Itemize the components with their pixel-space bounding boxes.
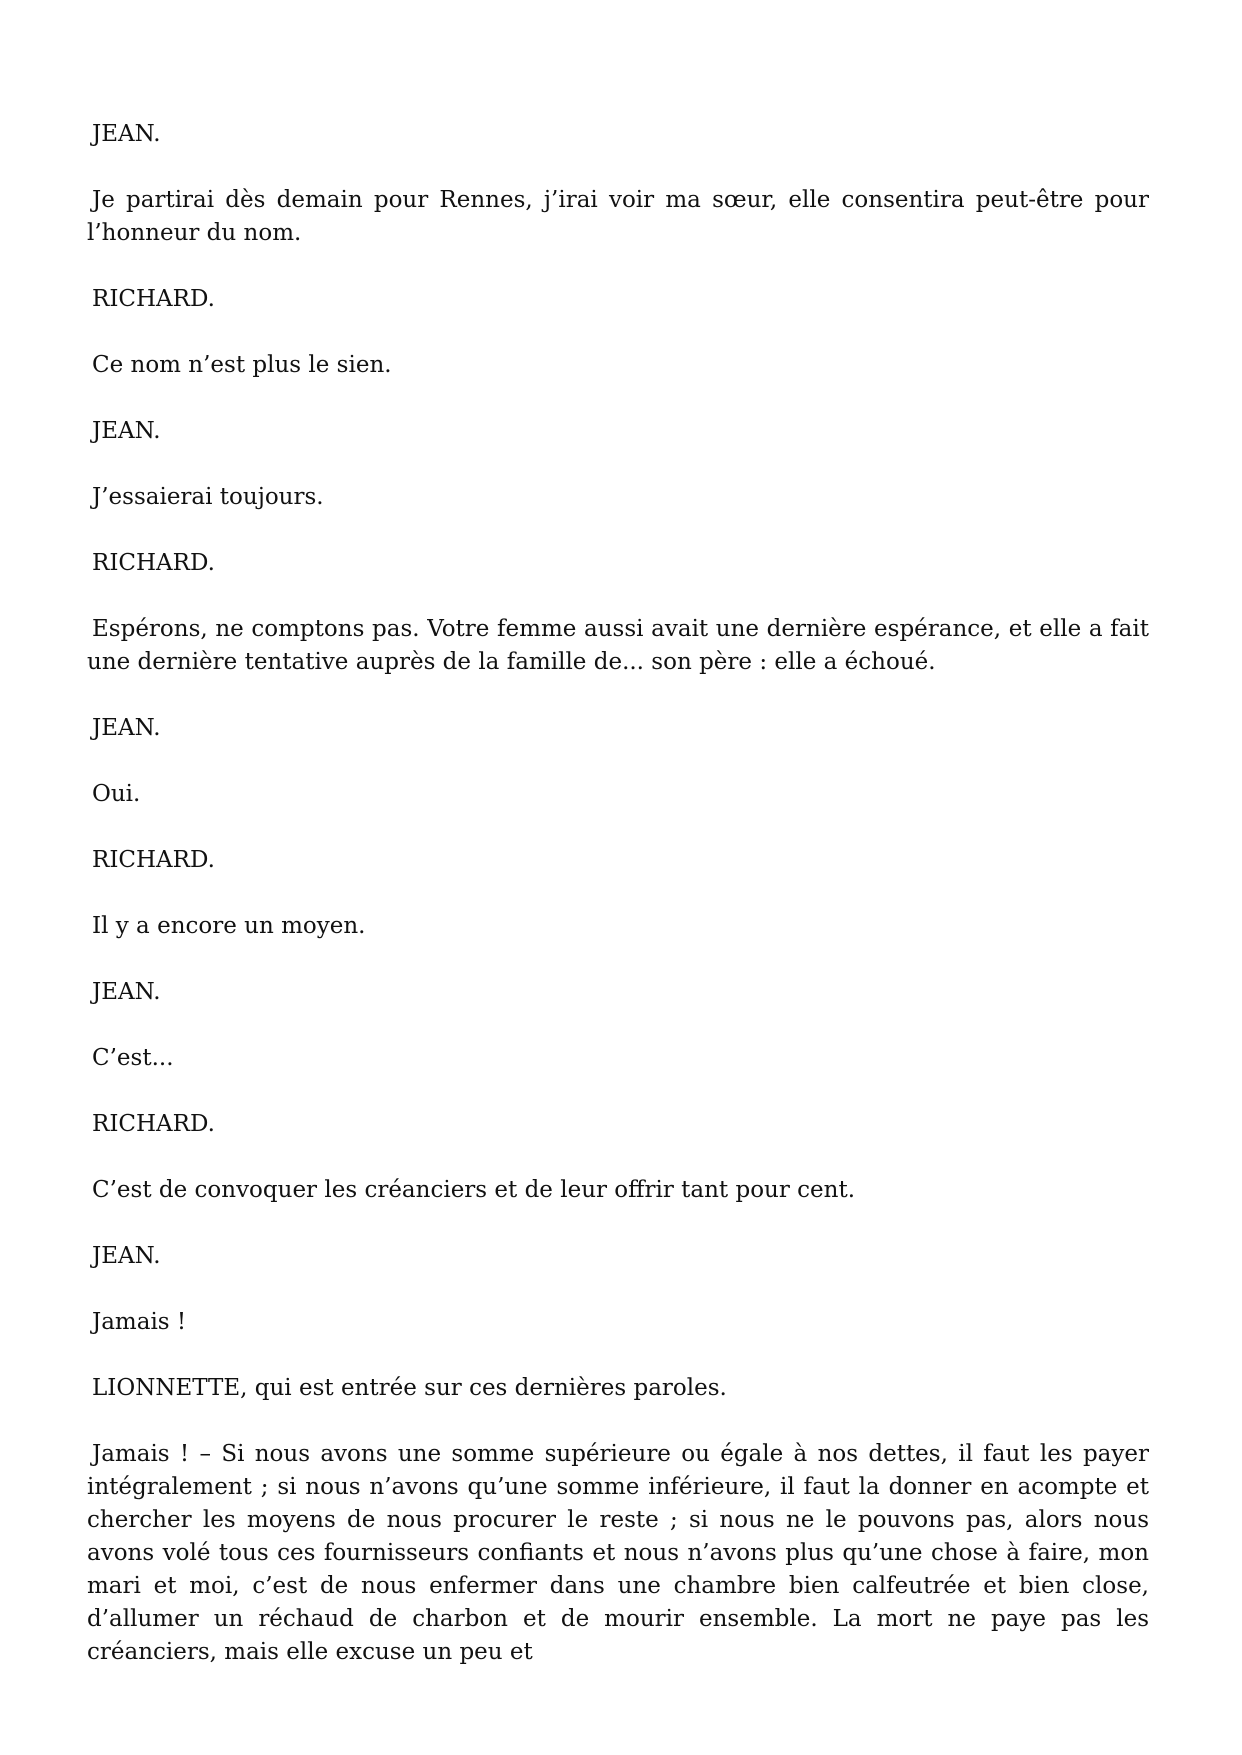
speech-text: Jamais ! — [92, 1309, 187, 1335]
speaker-name: JEAN. — [92, 418, 161, 444]
play-dialogue — [87, 118, 1149, 1669]
speech-text: C’est... — [92, 1045, 174, 1071]
speaker-name: RICHARD. — [92, 1111, 215, 1137]
speaker-name: JEAN. — [92, 1243, 161, 1269]
speaker-name: RICHARD. — [92, 286, 215, 312]
speech-text: Oui. — [92, 781, 141, 807]
speaker-name: LIONNETTE, qui est entrée sur ces dernières paroles. — [92, 1375, 727, 1401]
speech-text: J’essaierai toujours. — [92, 484, 324, 510]
speaker-name: JEAN. — [92, 121, 161, 147]
speaker-name: RICHARD. — [92, 550, 215, 576]
speech-text: Espérons, ne comptons pas. Votre femme aussi avait une dernière espérance, et elle a fait une dernière tentative auprès de la famille de... son père : elle a échoué. — [87, 616, 1149, 675]
speaker-name: JEAN. — [92, 715, 161, 741]
speech-text: Ce nom n’est plus le sien. — [92, 352, 392, 378]
speech-text: C’est de convoquer les créanciers et de leur offrir tant pour cent. — [92, 1177, 856, 1203]
speaker-name: RICHARD. — [92, 847, 215, 873]
speech-text: Jamais ! – Si nous avons une somme supérieure ou égale à nos dettes, il faut les payer intégralement ; si nous n’avons qu’une somme inférieure, il faut la donner en acompte et chercher les moyens de nous procurer le reste ; si nous ne le pouvons pas, alors nous avons volé tous ces fournisseurs confiants et nous n’avons plus qu’une chose à faire, mon mari et moi, c’est de nous enfermer dans une chambre bien calfeutrée et bien close, d’allumer un réchaud de charbon et de mourir ensemble. La mort ne paye pas les créanciers, mais elle excuse un peu et — [87, 1441, 1149, 1665]
speaker-name: JEAN. — [92, 979, 161, 1005]
speech-text: Je partirai dès demain pour Rennes, j’irai voir ma sœur, elle consentira peut-être pour l’honneur du nom. — [87, 187, 1149, 246]
speech-text: Il y a encore un moyen. — [92, 913, 366, 939]
